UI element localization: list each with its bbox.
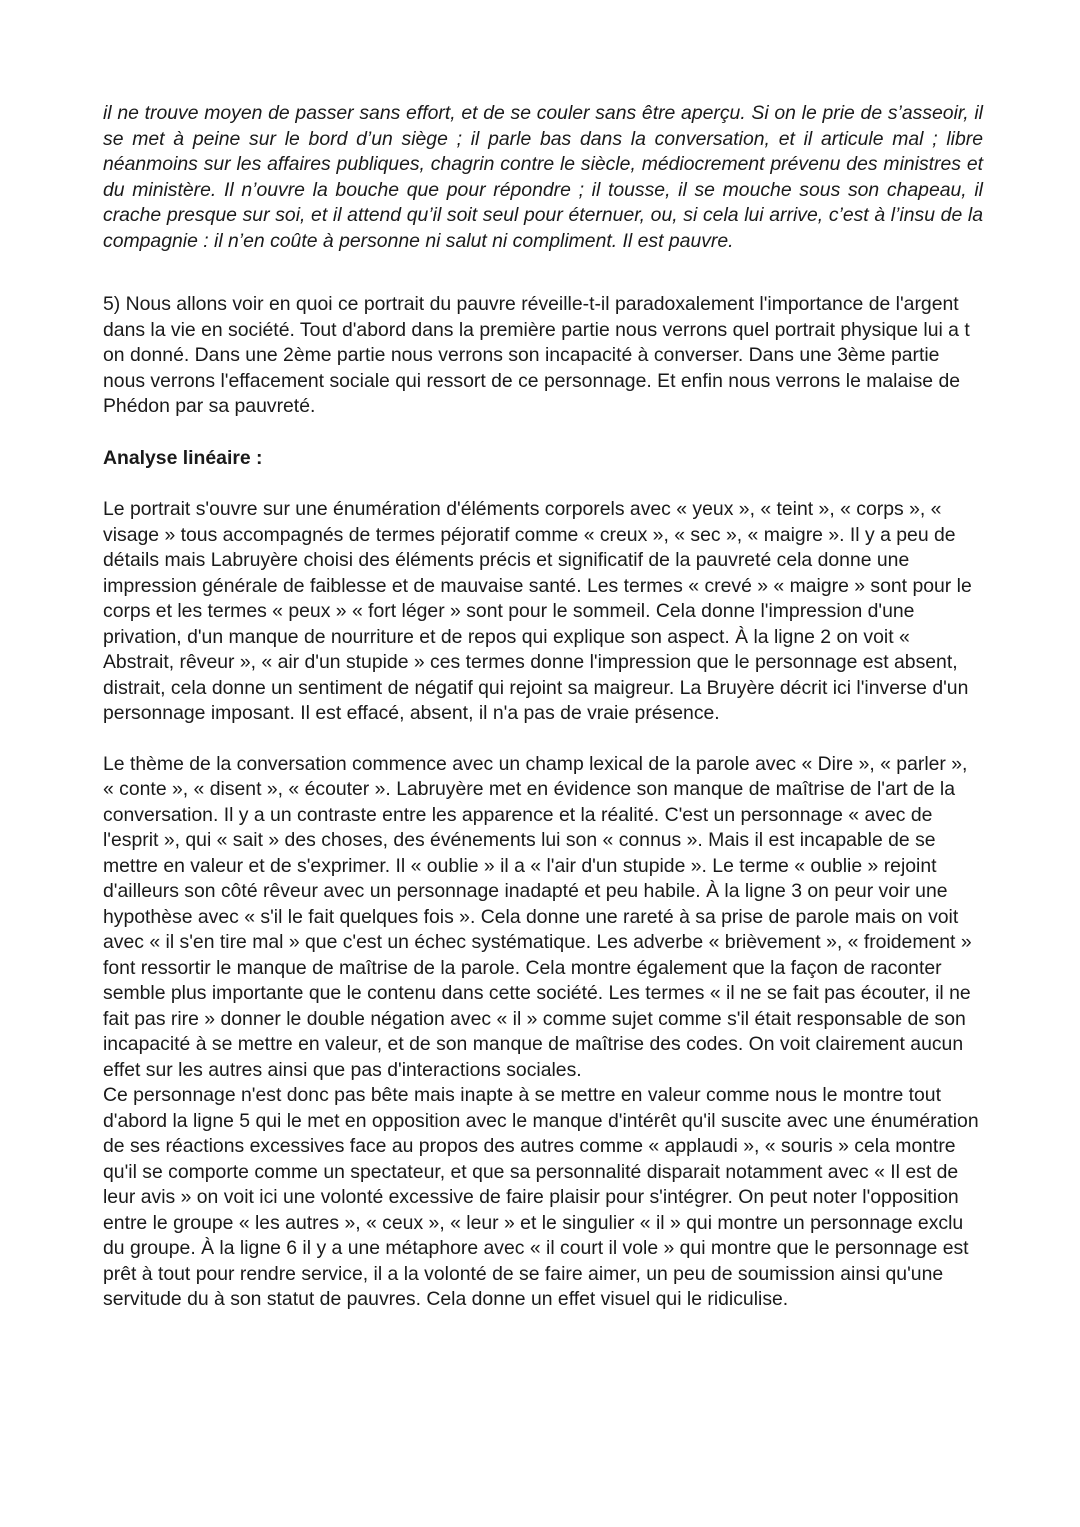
analysis-paragraph-conversation: Le thème de la conversation commence avec un champ lexical de la parole avec « Dire », « parler », « conte », « disent », « écouter ». Labruyère met en évidence son manque de maîtrise de l'art de la conversation. Il y a un contraste entre les apparence et la réalité. C'est un personnage « avec de l'esprit », qui « sait » des choses, des événements lui son « connus ». Mais il est incapable de se mettre en valeur et de s'exprimer. Il « oublie » il a « l'air d'un stupide ». Le terme « oublie » rejoint d'ailleurs son côté rêveur avec un personnage inadapté et peu habile. À la ligne 3 on peur voir une hypothèse avec « s'il le fait quelques fois ». Cela donne une rareté à sa prise de parole mais on voit avec « il s'en tire mal » que c'est un échec systématique. Les adverbe « brièvement », « froidement » font ressortir le manque de maîtrise de la parole. Cela montre également que la façon de raconter semble plus importante que le contenu dans cette société. Les termes « il ne se fait pas écouter, il ne fait pas rire » donner le double négation avec « il » comme sujet comme s'il était responsable de son incapacité à se mettre en valeur, et de son manque de maîtrise des codes. On voit clairement aucun effet sur les autres ainsi que pas d'interactions sociales. [103, 752, 972, 1081]
document-page [103, 101, 983, 1313]
introduction-paragraph: 5) Nous allons voir en quoi ce portrait du pauvre réveille-t-il paradoxalement l'importance de l'argent dans la vie en société. Tout d'abord dans la première partie nous verrons quel portrait physique lui a t on donné. Dans une 2ème partie nous verrons son incapacité à converser. Dans une 3ème partie nous verrons l'effacement sociale qui ressort de ce personnage. Et enfin nous verrons le malaise de Phédon par sa pauvreté. [103, 293, 970, 417]
analysis-paragraph-physical: Le portrait s'ouvre sur une énumération d'éléments corporels avec « yeux », « teint », « corps », « visage » tous accompagnés de termes péjoratif comme « creux », « sec », « maigre ». Il y a peu de détails mais Labruyère choisi des éléments précis et significatif de la pauvreté cela donne une impression générale de faiblesse et de mauvaise santé. Les termes « crevé » « maigre » sont pour le corps et les termes « peux » « fort léger » sont pour le sommeil. Cela donne l'impression d'une privation, d'un manque de nourriture et de repos qui explique son aspect. À la ligne 2 on voit « Abstrait, rêveur », « air d'un stupide » ces termes donne l'impression que le personnage est absent, distrait, cela donne un sentiment de négatif qui rejoint sa maigreur. La Bruyère décrit ici l'inverse d'un personnage imposant. Il est effacé, absent, il n'a pas de vraie présence. [103, 498, 972, 724]
quoted-excerpt: il ne trouve moyen de passer sans effort, et de se couler sans être aperçu. Si on le prie de s’asseoir, il se met à peine sur le bord d’un siège ; il parle bas dans la conversation, et il articule mal ; libre néanmoins sur les affaires publiques, chagrin contre le siècle, médiocrement prévenu des ministres et du ministère. Il n’ouvre la bouche que pour répondre ; il tousse, il se mouche sous son chapeau, il crache presque sur soi, et il attend qu’il soit seul pour éternuer, ou, si cela lui arrive, c’est à l’insu de la compagnie : il n’en coûte à personne ni salut ni compliment. Il est pauvre. [103, 102, 983, 252]
section-heading: Analyse linéaire : [103, 446, 263, 469]
analysis-paragraph-social: Ce personnage n'est donc pas bête mais inapte à se mettre en valeur comme nous le montre tout d'abord la ligne 5 qui le met en opposition avec le manque d'intérêt qu'il suscite avec une énumération de ses réactions excessives face au propos des autres comme « applaudi », « souris » cela montre qu'il se comporte comme un spectateur, et que sa personnalité disparait notamment avec « Il est de leur avis » on voit ici une volonté excessive de faire plaisir pour s'intégrer. On peut noter l'opposition entre le groupe « les autres », « ceux », « leur » et le singulier « il » qui montre un personnage exclu du groupe. À la ligne 6 il y a une métaphore avec « il court il vole » qui montre que le personnage est prêt à tout pour rendre service, il a la volonté de se faire aimer, un peu de soumission ainsi qu'une servitude du à son statut de pauvres. Cela donne un effet visuel qui le ridiculise. [103, 1084, 979, 1310]
